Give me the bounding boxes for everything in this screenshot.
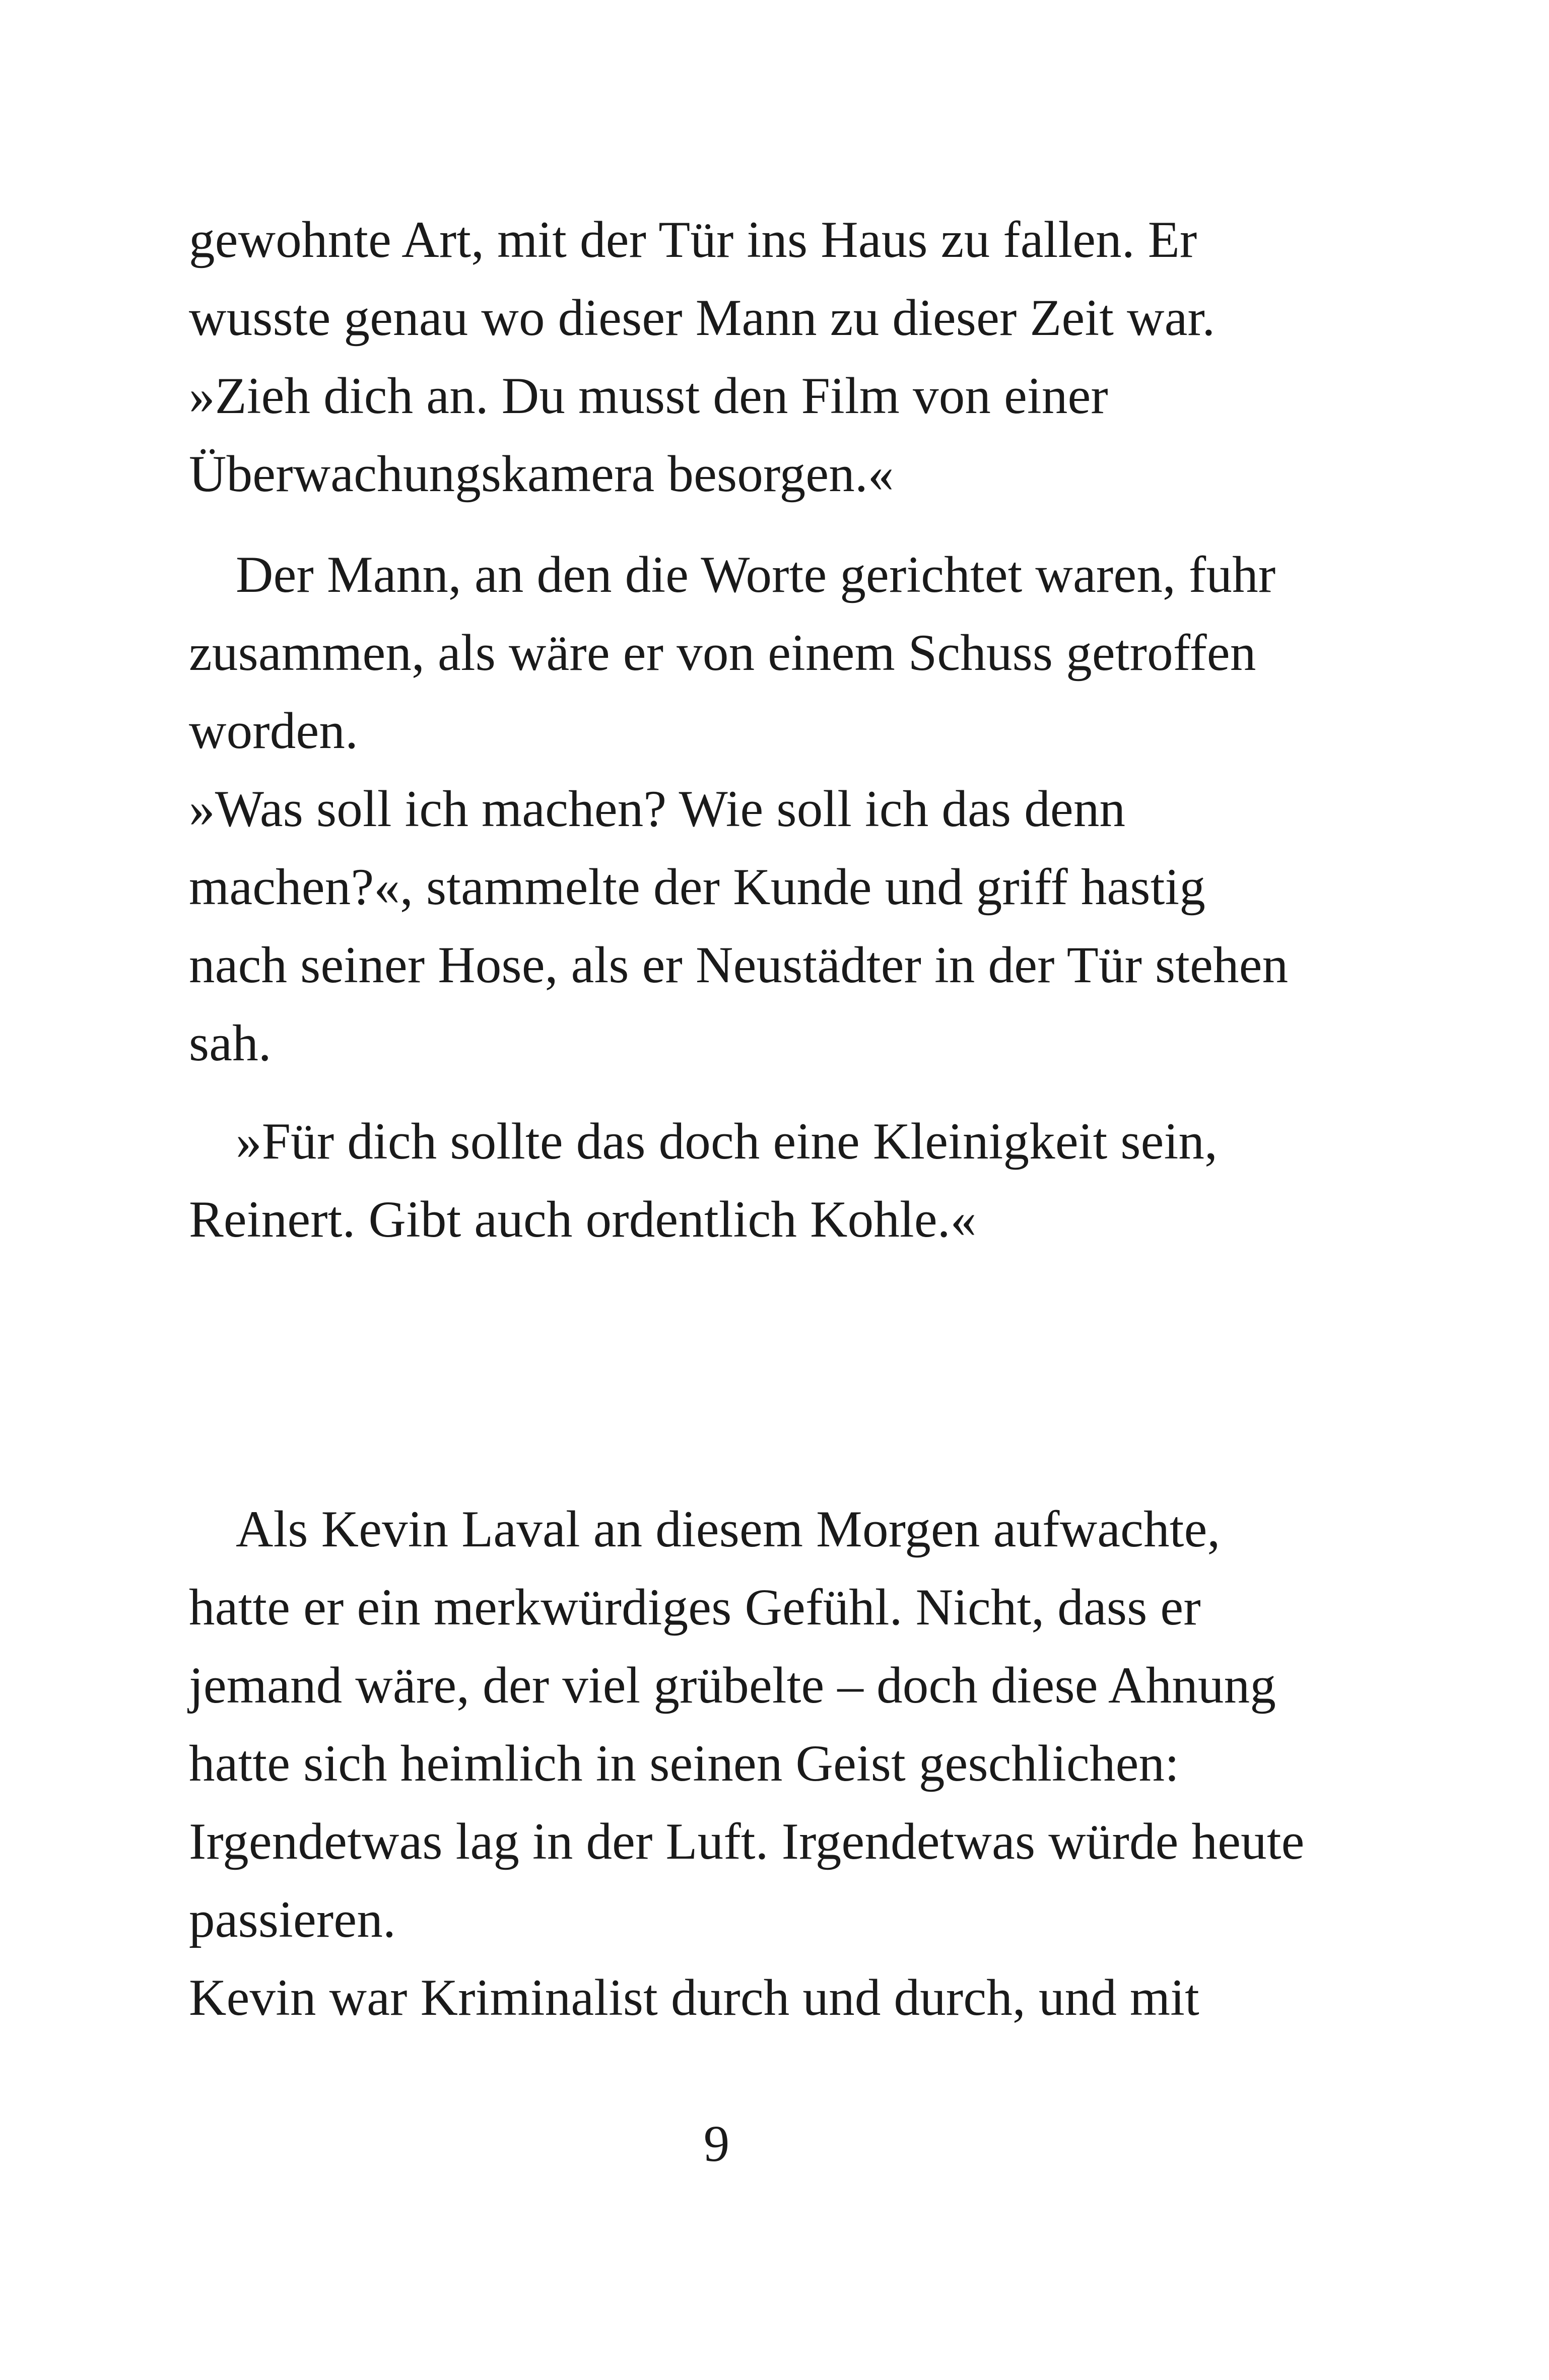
text-line: Kevin war Kriminalist durch und durch, und mit [189,1969,1199,2026]
text-line: sah. [189,1014,272,1072]
text-line: Überwachungskamera besorgen.« [189,445,894,503]
text-line: Als Kevin Laval an diesem Morgen aufwachte, [236,1501,1221,1558]
text-line: passieren. [189,1891,396,1948]
text-line: jemand wäre, der viel grübelte – doch diese Ahnung [189,1657,1276,1714]
text-line: Der Mann, an den die Worte gerichtet waren, fuhr [236,546,1276,603]
page-number: 9 [703,2115,730,2172]
text-line: nach seiner Hose, als er Neustädter in der Tür stehen [189,936,1289,994]
text-line: worden. [189,702,359,760]
text-line: hatte er ein merkwürdiges Gefühl. Nicht, dass er [189,1579,1201,1636]
text-line: wusste genau wo dieser Mann zu dieser Zeit war. [189,289,1216,347]
text-line: zusammen, als wäre er von einem Schuss getroffen [189,624,1256,682]
text-line: gewohnte Art, mit der Tür ins Haus zu fallen. Er [189,211,1197,268]
text-line: Reinert. Gibt auch ordentlich Kohle.« [189,1191,977,1248]
text-line: Irgendetwas lag in der Luft. Irgendetwas würde heute [189,1813,1305,1870]
text-line: »Was soll ich machen? Wie soll ich das denn [189,780,1126,838]
text-line: hatte sich heimlich in seinen Geist geschlichen: [189,1735,1180,1792]
text-line: »Zieh dich an. Du musst den Film von einer [189,367,1108,425]
text-line: machen?«, stammelte der Kunde und griff hastig [189,858,1206,916]
text-line: »Für dich sollte das doch eine Kleinigkeit sein, [236,1113,1218,1170]
